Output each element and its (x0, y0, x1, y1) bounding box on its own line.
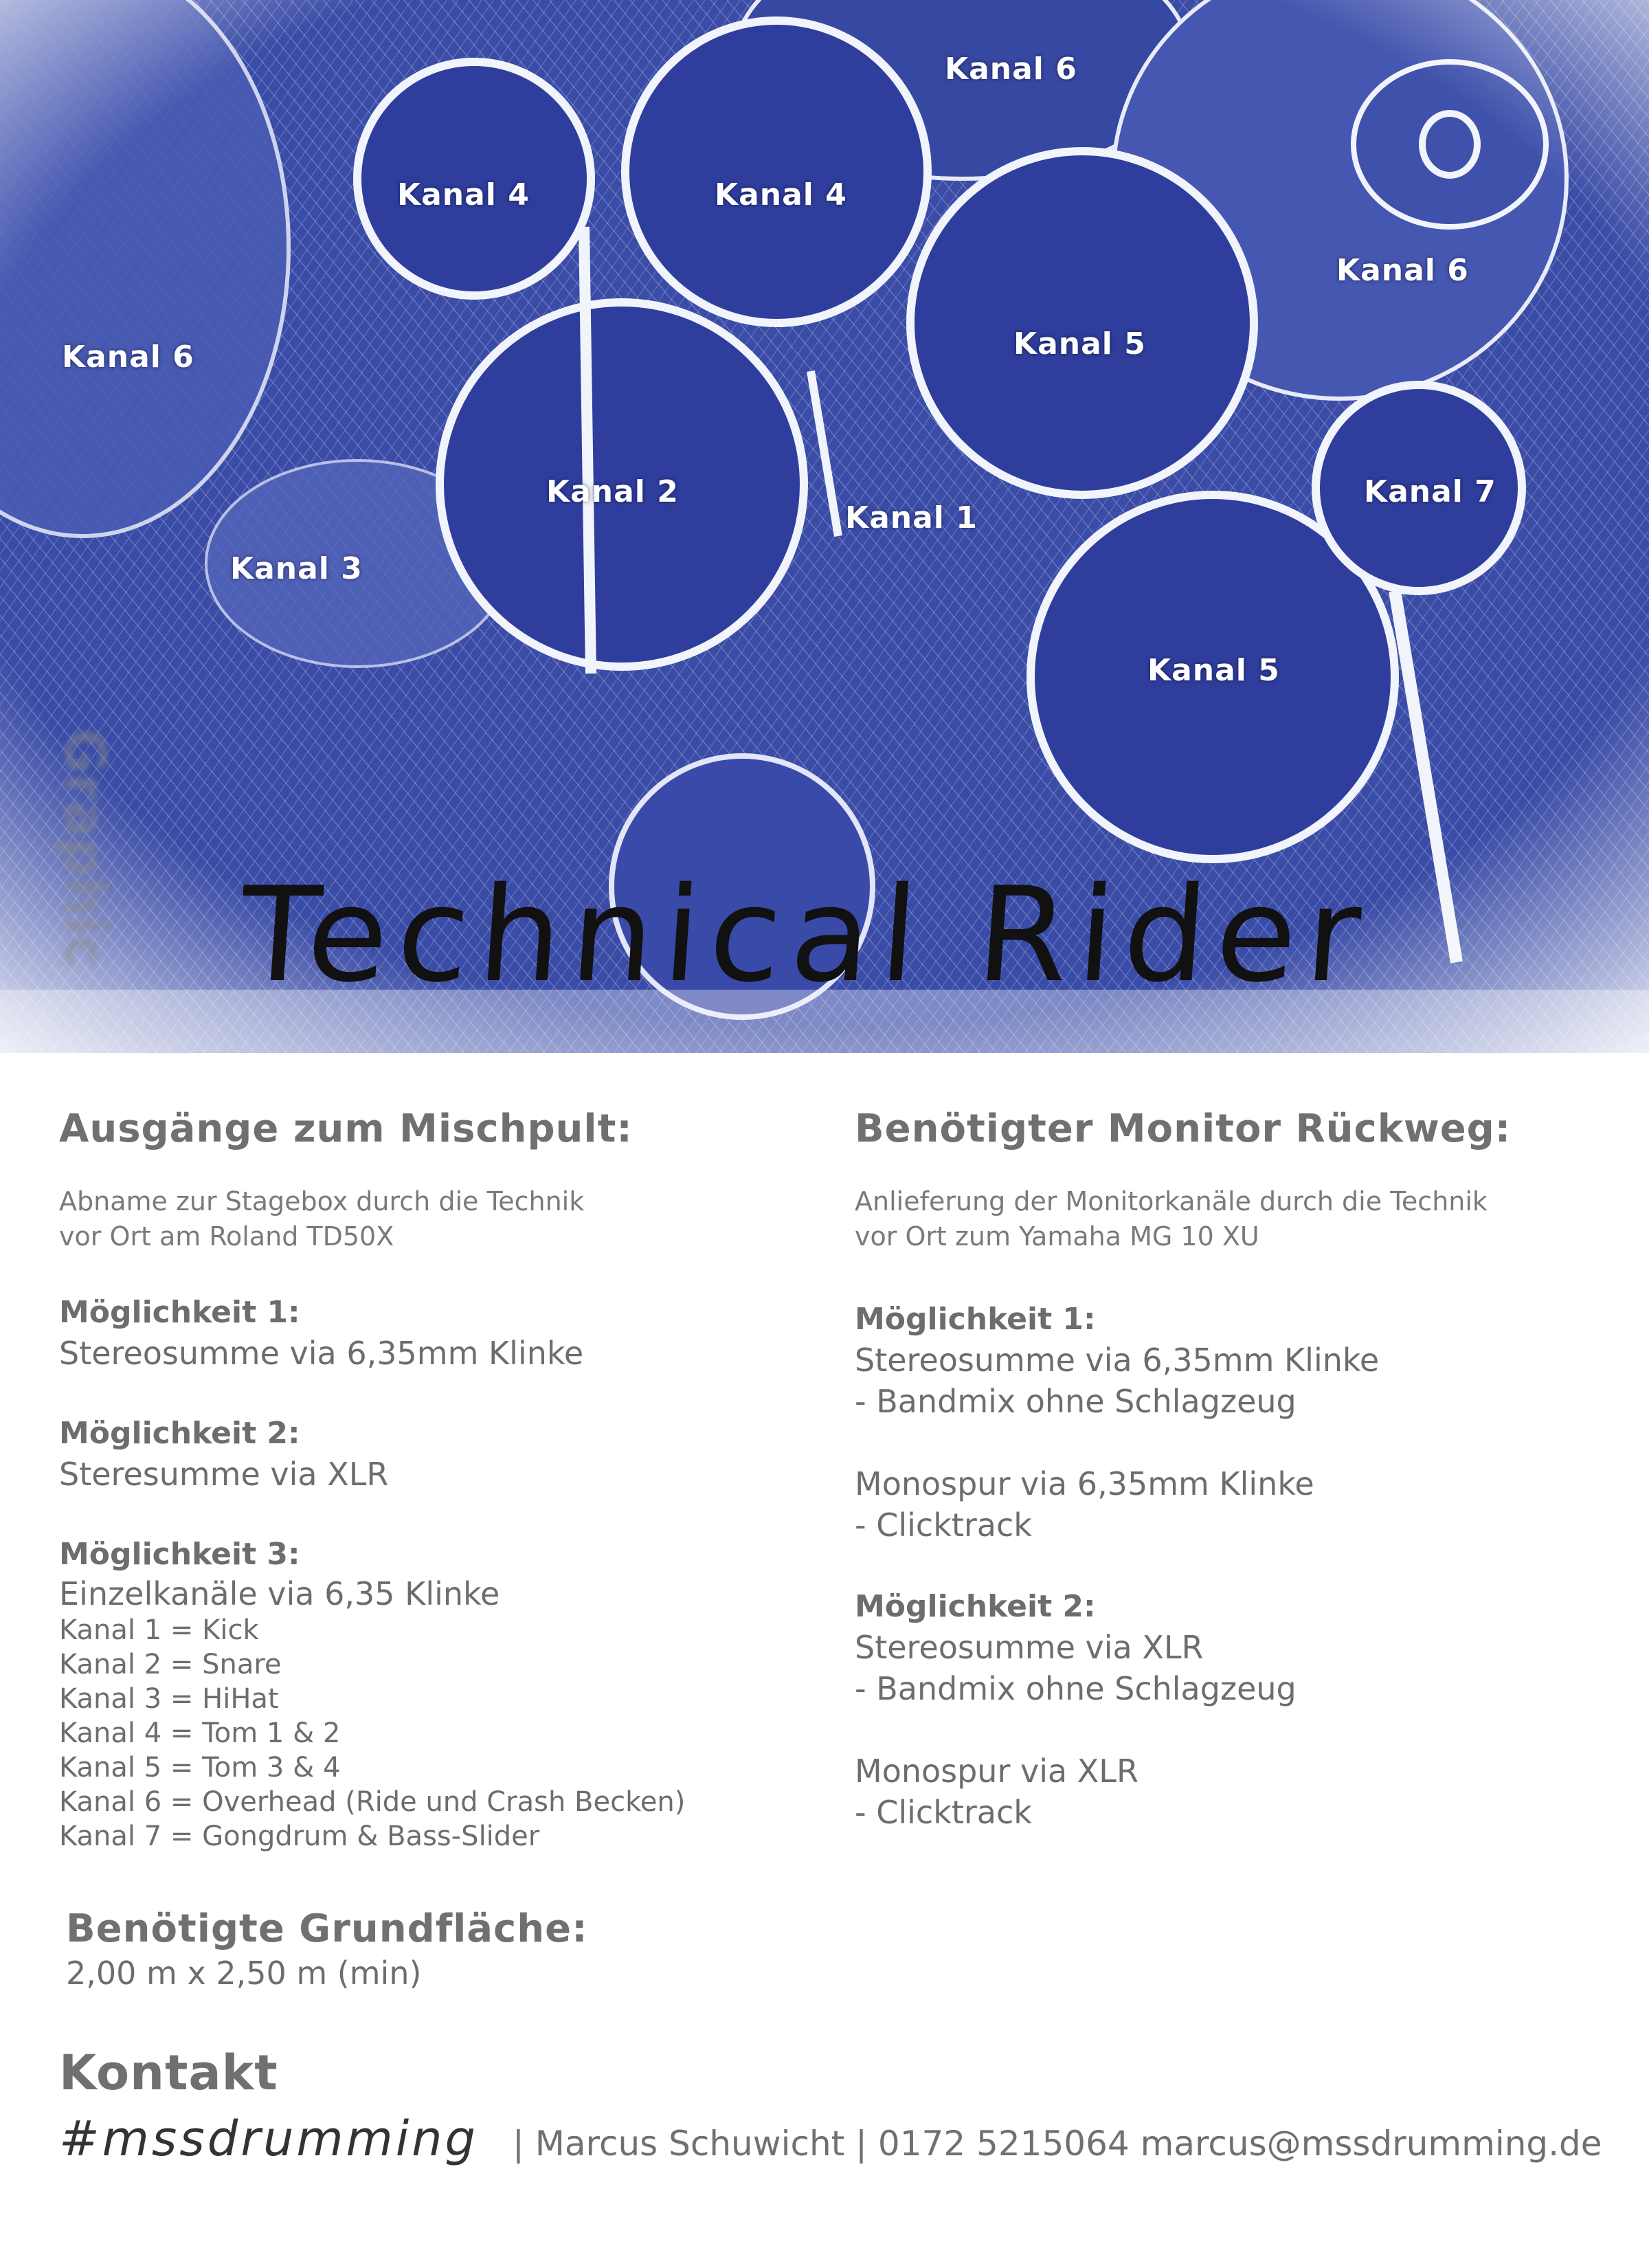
outputs-intro-line: Abname zur Stagebox durch die Technik (59, 1186, 585, 1216)
channel-item: Kanal 7 = Gongdrum & Bass-Slider (59, 1821, 540, 1852)
option-text: Stereosumme via XLR (855, 1629, 1204, 1666)
contact-details: | Marcus Schuwicht | 0172 5215064 marcus@mssdrumming.de (512, 2124, 1602, 2164)
contact-heading: Kontakt (59, 2045, 278, 2101)
contact-section (59, 2045, 1639, 2167)
pad-label: Kanal 7 (1364, 474, 1496, 509)
channel-item: Kanal 5 = Tom 3 & 4 (59, 1752, 341, 1783)
channel-item: Kanal 4 = Tom 1 & 2 (59, 1717, 341, 1749)
channel-item: Kanal 2 = Snare (59, 1649, 282, 1680)
pad-label: Kanal 4 (397, 177, 530, 212)
pad-label: Kanal 3 (230, 551, 363, 586)
option-text: Einzelkanäle via 6,35 Klinke (59, 1575, 500, 1612)
pad-label: Kanal 6 (945, 52, 1077, 87)
outputs-section (59, 1107, 835, 1854)
channel-item: Kanal 1 = Kick (59, 1614, 259, 1646)
option-text: Stereosumme via 6,35mm Klinke (59, 1335, 584, 1372)
option-label: Möglichkeit 2: (855, 1589, 1096, 1624)
pad-label: Kanal 4 (715, 177, 847, 212)
option-text: Monospur via 6,35mm Klinke (855, 1465, 1314, 1502)
pad-label: Kanal 2 (546, 474, 679, 509)
pad-label: Kanal 6 (62, 340, 194, 375)
pad-label: Kanal 5 (1147, 653, 1280, 688)
option-label: Möglichkeit 3: (59, 1537, 300, 1572)
option-text: - Bandmix ohne Schlagzeug (855, 1670, 1297, 1707)
option-label: Möglichkeit 2: (59, 1416, 300, 1451)
option-text: - Clicktrack (855, 1794, 1032, 1831)
hero-blueprint-image (0, 0, 1649, 1053)
area-section (66, 1906, 822, 1994)
monitor-section (855, 1107, 1631, 1833)
option-text: Stereosumme via 6,35mm Klinke (855, 1342, 1380, 1379)
channel-item: Kanal 6 = Overhead (Ride und Crash Becken) (59, 1786, 686, 1818)
outputs-heading: Ausgänge zum Mischpult: (59, 1107, 633, 1151)
pad-label: Kanal 6 (1336, 253, 1469, 288)
monitor-heading: Benötigter Monitor Rückweg: (855, 1107, 1512, 1151)
option-text: - Clicktrack (855, 1507, 1032, 1544)
option-text: Steresumme via XLR (59, 1456, 389, 1493)
area-text: 2,00 m x 2,50 m (min) (66, 1955, 422, 1992)
page-title: Technical Rider (235, 859, 1375, 1011)
pad-label: Kanal 1 (845, 500, 978, 535)
monitor-intro-line: Anlieferung der Monitorkanäle durch die Technik (855, 1186, 1488, 1216)
pad-label: Kanal 5 (1013, 326, 1146, 362)
option-text: Monospur via XLR (855, 1753, 1138, 1790)
channel-item: Kanal 3 = HiHat (59, 1683, 279, 1715)
outputs-intro-line: vor Ort am Roland TD50X (59, 1221, 394, 1252)
signature-hashtag: #mssdrumming (59, 2111, 478, 2167)
watermark-logo: Graphic (53, 729, 117, 968)
option-label: Möglichkeit 1: (855, 1302, 1096, 1337)
option-label: Möglichkeit 1: (59, 1295, 300, 1330)
area-heading: Benötigte Grundfläche: (66, 1906, 588, 1951)
option-text: - Bandmix ohne Schlagzeug (855, 1383, 1297, 1420)
monitor-intro-line: vor Ort zum Yamaha MG 10 XU (855, 1221, 1259, 1252)
